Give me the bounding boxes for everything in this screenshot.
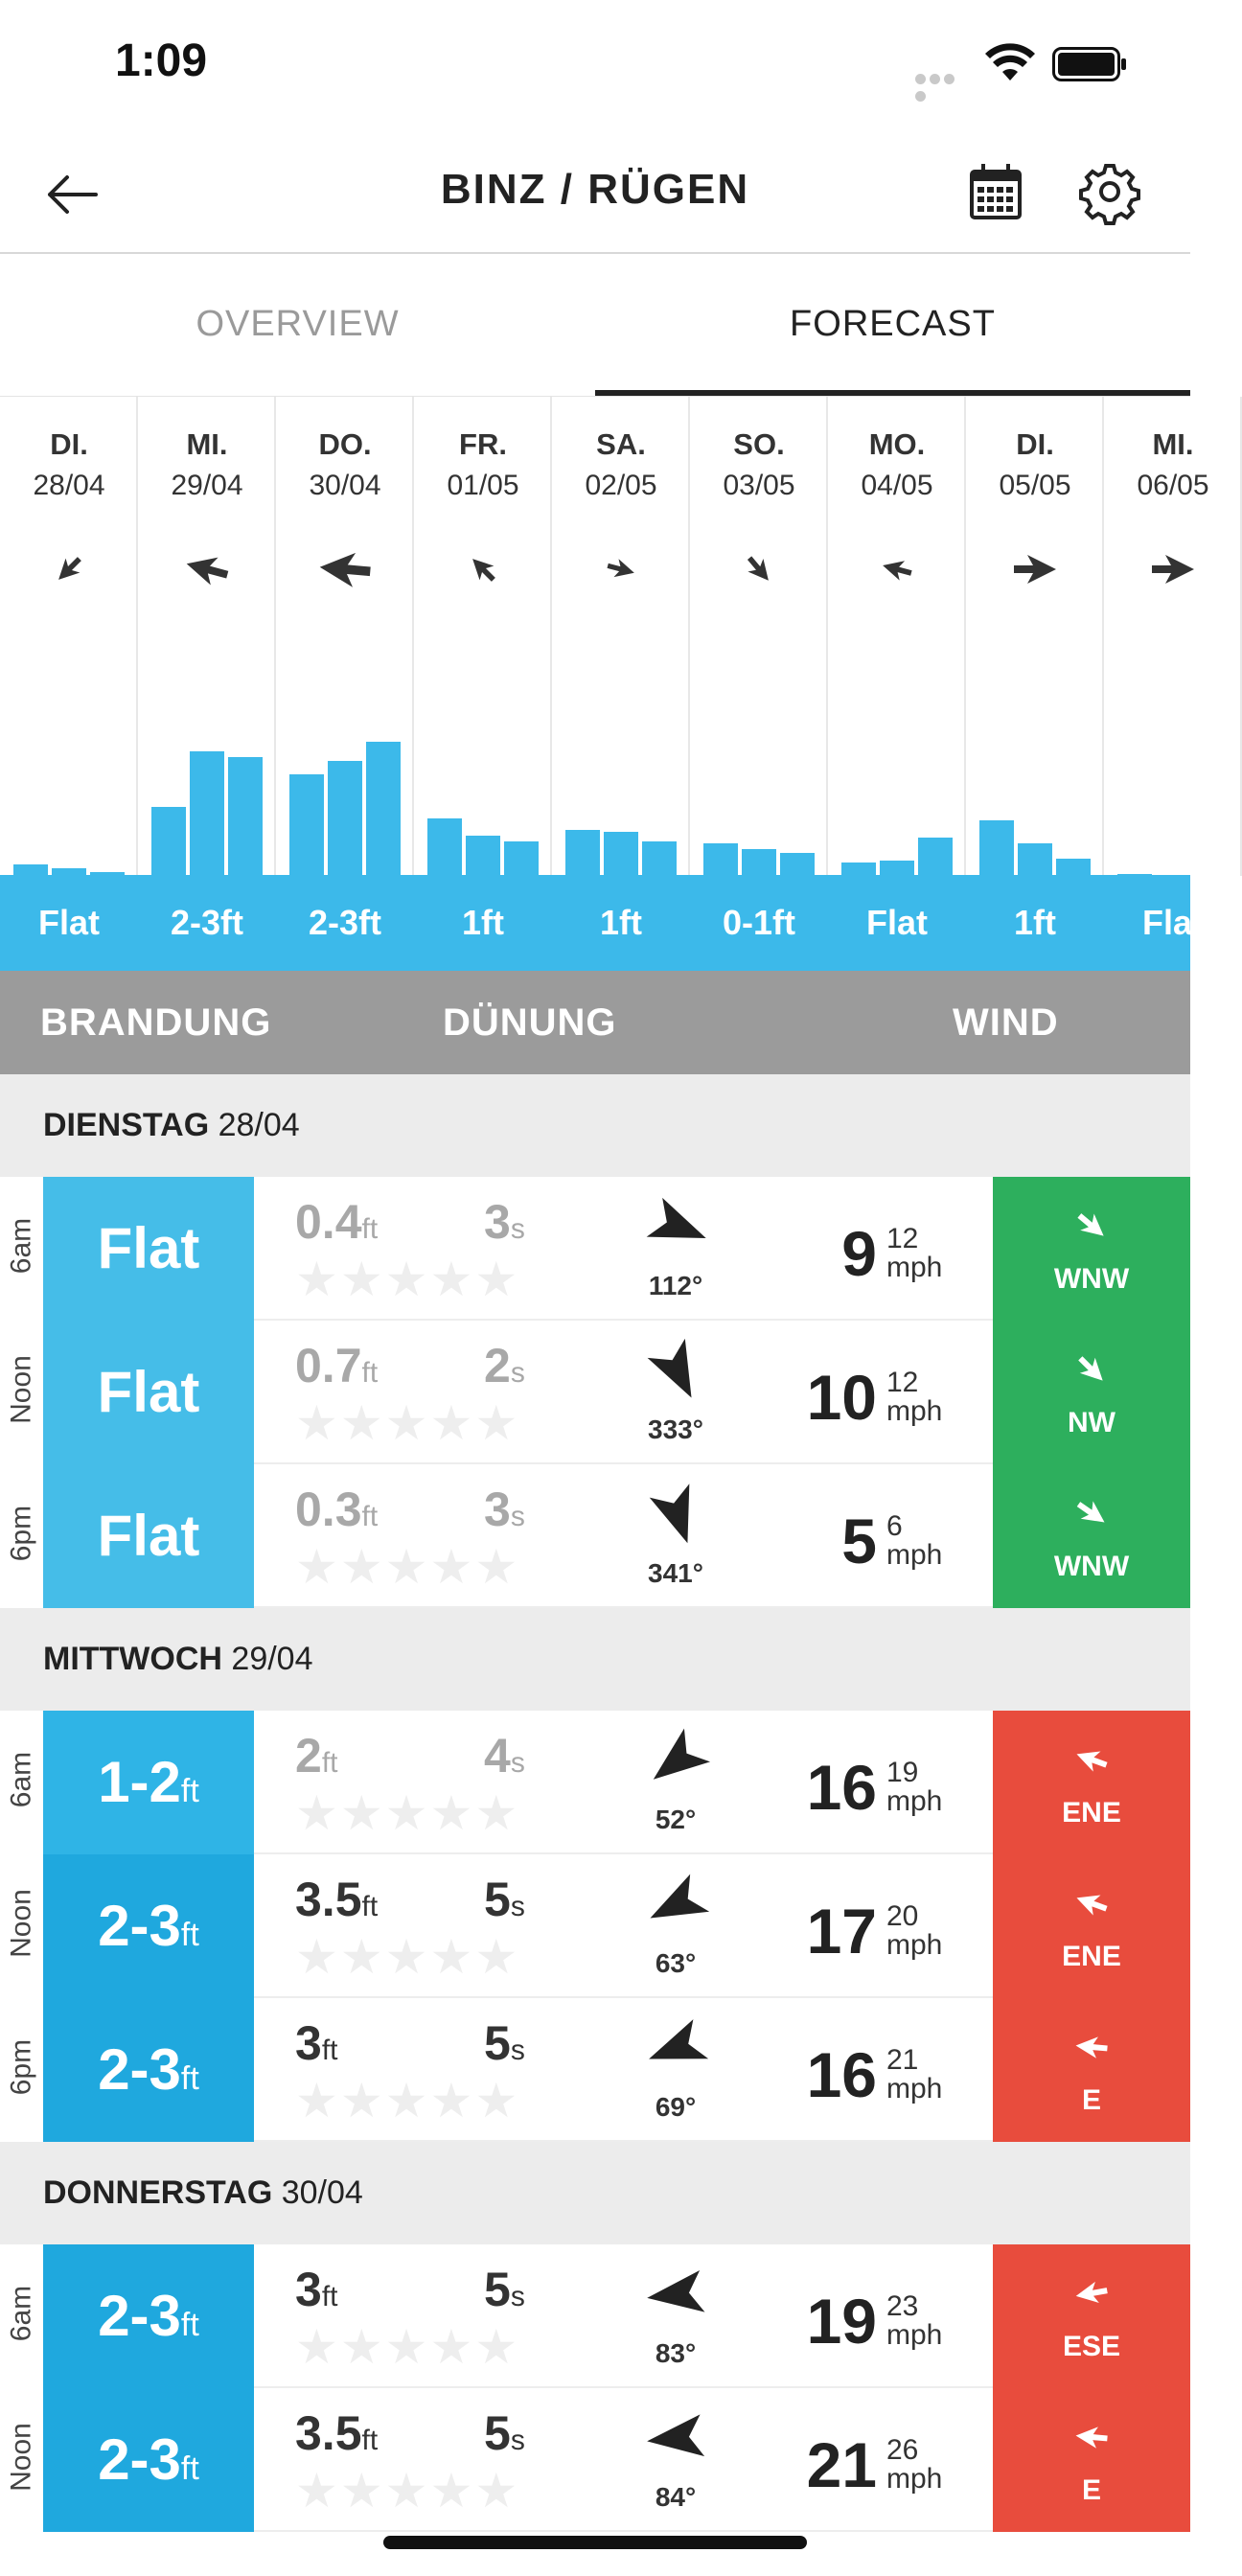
star-icon: ★ [295, 1786, 338, 1840]
section-day-name: DONNERSTAG [43, 2174, 282, 2211]
column-wind: WIND [953, 1001, 1059, 1044]
wind-speed: 9 [841, 1218, 877, 1289]
surf-bars [979, 684, 1094, 876]
wind-unit: mph [886, 2073, 943, 2104]
tab-forecast[interactable]: FORECAST [790, 304, 996, 344]
wind-gust [886, 1225, 942, 1282]
day-column[interactable] [276, 397, 414, 876]
surf-bar [642, 841, 677, 876]
wind-unit: mph [886, 2319, 943, 2351]
swell-direction-icon [639, 2010, 716, 2086]
day-name: MI. [186, 427, 228, 461]
wind-arrow-icon [1068, 2269, 1116, 2317]
swell-direction-degrees: 84° [655, 2482, 697, 2512]
wind-gust-value: 26 [886, 2434, 919, 2466]
wind-direction-icon [1144, 540, 1202, 598]
star-icon: ★ [339, 1540, 383, 1594]
day-section-header [0, 2142, 1190, 2244]
wind-unit: mph [886, 1395, 943, 1427]
star-rating [295, 1396, 544, 1450]
swell-height: 0.7ft [295, 1339, 379, 1392]
day-surf-size: 1ft [462, 903, 504, 942]
surf-height-cell [43, 2244, 254, 2388]
day-surf-size: Flat [865, 903, 928, 942]
swell-period: 4s [484, 1729, 525, 1782]
time-label: Noon [5, 1889, 37, 1958]
wind-direction-icon [40, 540, 98, 598]
swell-height-unit: ft [321, 1747, 338, 1779]
surf-bar [604, 832, 638, 876]
surf-bar [742, 849, 776, 876]
surf-bar [565, 830, 600, 876]
wind-gust [886, 1902, 942, 1960]
day-surf-size: 1ft [600, 903, 642, 942]
day-column[interactable] [690, 397, 828, 876]
star-rating [295, 1253, 544, 1306]
wind-gust-value: 6 [886, 1510, 903, 1542]
swell-direction-degrees: 112° [648, 1271, 703, 1300]
surf-height-unit: ft [180, 1917, 199, 1953]
wind-unit: mph [886, 2463, 943, 2495]
surf-height-value: Flat [97, 1216, 200, 1280]
wind-arrow-icon [1068, 1736, 1116, 1783]
surf-bar [880, 861, 914, 876]
time-label: 6am [5, 2285, 37, 2342]
star-icon: ★ [339, 1253, 383, 1306]
wind-direction-label: WNW [1053, 1263, 1130, 1295]
surf-bar [328, 761, 362, 876]
surf-height-cell [43, 2388, 254, 2532]
wind-direction-label: WNW [1053, 1551, 1130, 1582]
section-day-date: 29/04 [231, 1641, 313, 1677]
surf-bar [190, 751, 224, 876]
star-icon: ★ [339, 1786, 383, 1840]
wind-gust [886, 2436, 942, 2494]
swell-height: 3.5ft [295, 2406, 379, 2460]
surf-height-value: 1-2 [98, 1750, 181, 1814]
day-column[interactable] [138, 397, 276, 876]
surf-bar [780, 853, 815, 876]
swell-period-unit: s [510, 2425, 525, 2456]
star-icon: ★ [339, 2464, 383, 2518]
day-column[interactable] [1104, 397, 1242, 876]
swell-period-unit: s [510, 1213, 525, 1245]
wind-arrow-icon [1068, 1879, 1116, 1927]
wind-direction-cell [993, 1321, 1190, 1464]
swell-height: 0.4ft [295, 1195, 379, 1249]
day-section-header [0, 1608, 1190, 1711]
day-name: DO. [318, 427, 372, 461]
surf-height-cell [43, 1854, 254, 1998]
day-surf-size: 2-3ft [308, 903, 381, 942]
signal-icon [915, 72, 971, 83]
wind-direction-label: ENE [1062, 1941, 1121, 1972]
gear-icon[interactable] [1076, 158, 1143, 225]
wind-unit: mph [886, 1785, 943, 1817]
surf-bar [151, 807, 186, 876]
tab-bar [0, 256, 1190, 396]
time-label: 6pm [5, 1505, 37, 1562]
forecast-row[interactable] [0, 2388, 1190, 2532]
swell-direction-icon [639, 2256, 716, 2333]
swell-period-unit: s [510, 2035, 525, 2066]
section-day-name: MITTWOCH [43, 1641, 232, 1677]
star-icon: ★ [384, 1930, 428, 1984]
day-surf-size-strip [0, 875, 1204, 971]
forecast-row[interactable] [0, 1321, 1190, 1464]
swell-height-unit: ft [361, 1357, 379, 1389]
swell-period: 3s [484, 1483, 525, 1536]
star-rating [295, 2320, 544, 2374]
surf-height-cell [43, 1998, 254, 2142]
wind-gust [886, 2292, 942, 2350]
day-section-header [0, 1074, 1190, 1177]
time-label: Noon [5, 1355, 37, 1424]
column-swell: DÜNUNG [443, 1001, 617, 1044]
swell-direction-icon [639, 1866, 716, 1943]
wind-gust-value: 23 [886, 2290, 919, 2322]
star-rating [295, 1786, 544, 1840]
star-icon: ★ [339, 2320, 383, 2374]
wind-direction-icon [454, 540, 512, 598]
swell-direction-degrees: 69° [655, 2092, 697, 2122]
forecast-row[interactable] [0, 2244, 1190, 2388]
wind-speed: 16 [806, 1752, 877, 1823]
surf-bar [979, 820, 1014, 876]
surf-bar [228, 757, 263, 876]
swell-period-unit: s [510, 1501, 525, 1532]
star-icon: ★ [474, 2320, 518, 2374]
day-name: DI. [1016, 427, 1054, 461]
tab-overview[interactable]: OVERVIEW [196, 304, 400, 344]
section-day [43, 1074, 300, 1177]
wind-arrow-icon [1068, 2413, 1116, 2461]
swell-period-unit: s [510, 1747, 525, 1779]
wind-gust-value: 21 [886, 2044, 919, 2076]
wind-direction-cell [993, 1711, 1190, 1854]
star-icon: ★ [295, 2464, 338, 2518]
section-day-date: 30/04 [281, 2174, 363, 2211]
star-rating [295, 2464, 544, 2518]
star-icon: ★ [295, 1930, 338, 1984]
star-icon: ★ [429, 1540, 473, 1594]
day-date: 29/04 [171, 470, 243, 501]
wind-speed: 17 [806, 1896, 877, 1966]
swell-height: 3ft [295, 2263, 338, 2316]
star-icon: ★ [474, 1786, 518, 1840]
surf-bar [1056, 859, 1091, 876]
swell-direction-degrees: 52° [655, 1805, 697, 1834]
surf-bars [13, 684, 128, 876]
time-label: 6am [5, 1751, 37, 1808]
wind-direction-icon [592, 540, 650, 598]
section-day-date: 28/04 [218, 1107, 300, 1143]
star-icon: ★ [474, 1396, 518, 1450]
surf-height-unit: ft [180, 2450, 199, 2487]
wind-speed: 16 [806, 2039, 877, 2110]
wind-unit: mph [886, 1929, 943, 1961]
surf-height-value: Flat [97, 1504, 200, 1568]
wind-direction-label: E [1081, 2474, 1101, 2506]
surf-bar [1018, 843, 1052, 876]
surf-bars [289, 684, 404, 876]
star-rating [295, 1930, 544, 1984]
star-icon: ★ [384, 1396, 428, 1450]
forecast-row[interactable] [0, 1854, 1190, 1998]
star-rating [295, 1540, 544, 1594]
day-name: DI. [50, 427, 88, 461]
wind-gust [886, 1368, 942, 1426]
wind-arrow-icon [1068, 2023, 1116, 2071]
day-strip[interactable] [0, 396, 1209, 875]
day-date: 06/05 [1137, 470, 1209, 501]
day-column[interactable] [0, 397, 138, 876]
day-column[interactable] [828, 397, 966, 876]
surf-height-value: 2-3 [98, 2284, 181, 2348]
wind-direction-cell [993, 1177, 1190, 1321]
surf-height-unit: ft [180, 1773, 199, 1809]
surf-bar [366, 742, 401, 876]
star-icon: ★ [384, 1540, 428, 1594]
wind-direction-label: ENE [1062, 1797, 1121, 1828]
time-label: 6pm [5, 2038, 37, 2096]
day-name: FR. [459, 427, 507, 461]
day-date: 01/05 [447, 470, 519, 501]
surf-height-cell [43, 1464, 254, 1608]
star-icon: ★ [339, 2074, 383, 2128]
surf-height-cell [43, 1321, 254, 1464]
star-icon: ★ [474, 2074, 518, 2128]
swell-period: 5s [484, 2263, 525, 2316]
wind-direction-cell [993, 1998, 1190, 2142]
star-icon: ★ [384, 2320, 428, 2374]
swell-direction-icon [639, 1188, 716, 1265]
calendar-icon[interactable] [962, 158, 1029, 225]
star-icon: ★ [429, 1930, 473, 1984]
star-icon: ★ [474, 1253, 518, 1306]
wind-arrow-icon [1068, 1346, 1116, 1393]
swell-height: 3.5ft [295, 1873, 379, 1926]
day-name: SA. [596, 427, 646, 461]
wind-direction-icon [868, 540, 926, 598]
wind-arrow-icon [1068, 1489, 1116, 1537]
surf-bar [703, 843, 738, 876]
star-icon: ★ [339, 1930, 383, 1984]
swell-height-unit: ft [321, 2035, 338, 2066]
surf-bars [565, 684, 680, 876]
day-date: 28/04 [33, 470, 105, 501]
surf-bar [427, 818, 462, 876]
surf-bar [841, 862, 876, 876]
surf-bars [151, 684, 266, 876]
star-icon: ★ [384, 2074, 428, 2128]
day-name: MI. [1152, 427, 1194, 461]
star-icon: ★ [474, 1540, 518, 1594]
surf-height-cell [43, 1711, 254, 1854]
star-icon: ★ [474, 2464, 518, 2518]
day-name: SO. [733, 427, 785, 461]
forecast-row[interactable] [0, 1177, 1190, 1321]
section-day [43, 1608, 313, 1711]
section-day [43, 2142, 363, 2244]
wifi-icon [985, 46, 1035, 82]
day-surf-size: 1ft [1014, 903, 1056, 942]
star-icon: ★ [429, 1253, 473, 1306]
swell-direction-icon [639, 1332, 716, 1409]
day-surf-size: Flat [37, 903, 100, 942]
day-date: 03/05 [723, 470, 795, 501]
wind-speed: 21 [806, 2429, 877, 2500]
day-date: 05/05 [999, 470, 1071, 501]
star-icon: ★ [295, 1540, 338, 1594]
wind-direction-cell [993, 1854, 1190, 1998]
day-date: 04/05 [861, 470, 933, 501]
day-date: 02/05 [585, 470, 657, 501]
wind-unit: mph [886, 1252, 943, 1283]
wind-direction-label: ESE [1062, 2331, 1121, 2362]
surf-height-value: 2-3 [98, 1894, 181, 1958]
swell-height-unit: ft [361, 2425, 379, 2456]
surf-bars [841, 684, 956, 876]
wind-gust-value: 12 [886, 1223, 919, 1254]
swell-direction-degrees: 83° [655, 2338, 697, 2368]
status-time: 1:09 [115, 35, 208, 86]
swell-direction-icon [639, 1476, 716, 1552]
surf-bars [1117, 684, 1232, 876]
swell-period: 2s [484, 1339, 525, 1392]
surf-height-value: 2-3 [98, 2037, 181, 2102]
day-column[interactable] [414, 397, 552, 876]
star-icon: ★ [339, 1396, 383, 1450]
battery-icon [1052, 47, 1127, 81]
wind-direction-cell [993, 2244, 1190, 2388]
star-icon: ★ [295, 2074, 338, 2128]
star-icon: ★ [429, 2464, 473, 2518]
wind-direction-icon [1006, 540, 1064, 598]
day-surf-size: 0-1ft [722, 903, 795, 942]
wind-direction-cell [993, 2388, 1190, 2532]
swell-direction-degrees: 63° [655, 1948, 697, 1978]
day-date: 30/04 [309, 470, 381, 501]
star-icon: ★ [474, 1930, 518, 1984]
surf-bar [466, 836, 500, 876]
wind-speed: 10 [806, 1362, 877, 1433]
wind-direction-label: E [1081, 2084, 1101, 2116]
wind-gust [886, 1759, 942, 1816]
forecast-row[interactable] [0, 1998, 1190, 2142]
swell-height: 3ft [295, 2016, 338, 2070]
swell-direction-icon [639, 1722, 716, 1799]
header [0, 129, 1190, 254]
status-bar [0, 0, 1190, 129]
swell-height-unit: ft [361, 1891, 379, 1922]
star-icon: ★ [429, 2320, 473, 2374]
surf-height-value: 2-3 [98, 2427, 181, 2492]
star-icon: ★ [429, 2074, 473, 2128]
forecast-row[interactable] [0, 1711, 1190, 1854]
surf-bar [289, 774, 324, 876]
surf-bars [427, 684, 542, 876]
wind-direction-icon [316, 540, 374, 598]
surf-height-unit: ft [180, 2307, 199, 2343]
swell-height-unit: ft [361, 1213, 379, 1245]
day-name: MO. [868, 427, 926, 461]
surf-bar [918, 838, 953, 876]
swell-period: 3s [484, 1195, 525, 1249]
day-surf-size: Flat [1141, 903, 1204, 942]
wind-gust [886, 2046, 942, 2104]
star-icon: ★ [429, 1786, 473, 1840]
swell-period-unit: s [510, 1357, 525, 1389]
day-column[interactable] [966, 397, 1104, 876]
swell-direction-degrees: 341° [648, 1558, 703, 1588]
wind-direction-label: NW [1068, 1407, 1116, 1438]
wind-arrow-icon [1068, 1202, 1116, 1250]
wind-direction-icon [178, 540, 236, 598]
surf-height-value: Flat [97, 1360, 200, 1424]
day-surf-size: 2-3ft [170, 903, 243, 942]
wind-direction-icon [730, 540, 788, 598]
swell-direction-degrees: 333° [648, 1414, 703, 1444]
wind-speed: 5 [841, 1506, 877, 1576]
section-day-name: DIENSTAG [43, 1107, 218, 1143]
swell-period-unit: s [510, 2281, 525, 2312]
star-icon: ★ [295, 1253, 338, 1306]
row-divider [254, 2530, 993, 2532]
swell-period-unit: s [510, 1891, 525, 1922]
star-icon: ★ [384, 1786, 428, 1840]
star-icon: ★ [384, 1253, 428, 1306]
wind-gust [886, 1512, 942, 1570]
page-title: BINZ / RÜGEN [440, 166, 750, 213]
wind-speed: 19 [806, 2286, 877, 2357]
time-label: Noon [5, 2423, 37, 2492]
forecast-row[interactable] [0, 1464, 1190, 1608]
surf-bar [504, 841, 539, 876]
star-icon: ★ [295, 1396, 338, 1450]
swell-period: 5s [484, 2016, 525, 2070]
star-rating [295, 2074, 544, 2128]
star-icon: ★ [384, 2464, 428, 2518]
swell-height: 2ft [295, 1729, 338, 1782]
swell-period: 5s [484, 2406, 525, 2460]
day-column[interactable] [552, 397, 690, 876]
column-headers [0, 971, 1190, 1074]
swell-direction-icon [639, 2400, 716, 2476]
wind-gust-value: 20 [886, 1900, 919, 1932]
surf-bars [703, 684, 818, 876]
star-icon: ★ [429, 1396, 473, 1450]
wind-direction-cell [993, 1464, 1190, 1608]
time-label: 6am [5, 1217, 37, 1275]
swell-height-unit: ft [361, 1501, 379, 1532]
surf-height-cell [43, 1177, 254, 1321]
wind-gust-value: 12 [886, 1367, 919, 1398]
wind-gust-value: 19 [886, 1757, 919, 1788]
swell-height: 0.3ft [295, 1483, 379, 1536]
home-indicator [383, 2536, 807, 2549]
swell-period: 5s [484, 1873, 525, 1926]
surf-height-unit: ft [180, 2060, 199, 2097]
swell-height-unit: ft [321, 2281, 338, 2312]
column-surf: BRANDUNG [40, 1001, 272, 1044]
star-icon: ★ [295, 2320, 338, 2374]
wind-unit: mph [886, 1539, 943, 1571]
